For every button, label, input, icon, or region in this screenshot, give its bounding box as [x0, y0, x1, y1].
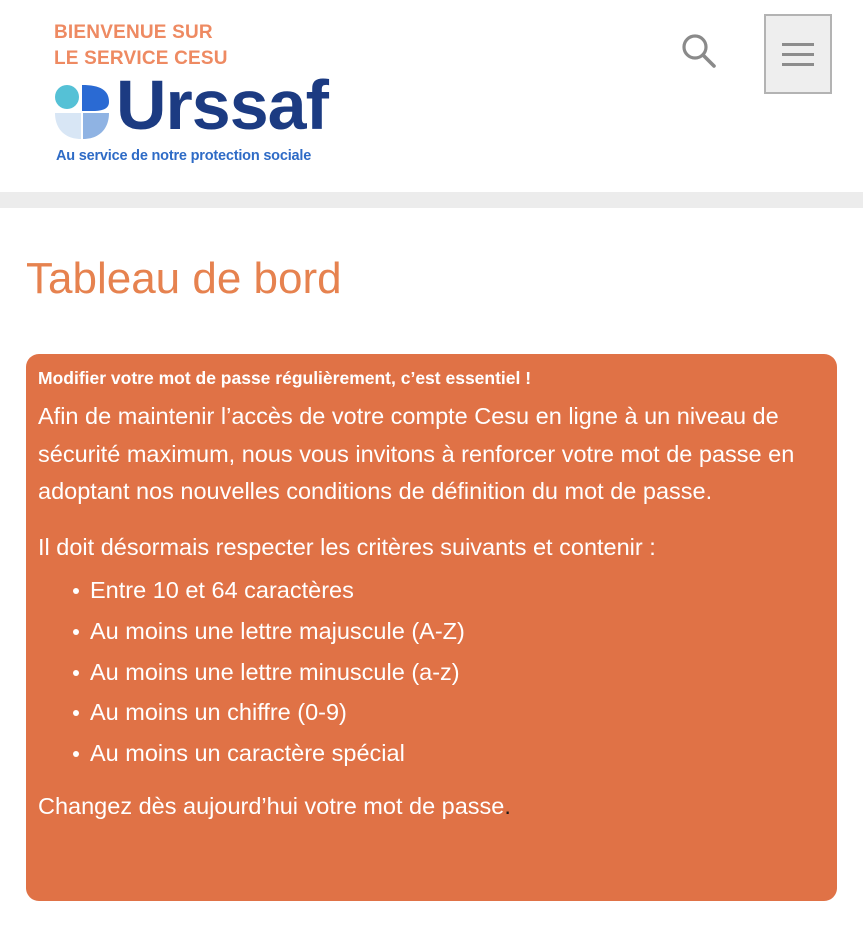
hamburger-menu-icon — [766, 16, 830, 92]
criteria-item-length: Entre 10 et 64 caractères — [90, 570, 825, 611]
search-icon — [678, 30, 718, 70]
alert-cta — [38, 788, 825, 826]
alert-title: Modifier votre mot de passe régulièrement, c’est essentiel ! — [38, 368, 532, 388]
cta-period: . — [504, 792, 511, 819]
criteria-item-special: Au moins un caractère spécial — [90, 733, 825, 774]
criteria-item-lowercase: Au moins une lettre minuscule (a-z) — [90, 652, 825, 693]
logo-wordmark: Urssaf — [116, 66, 328, 144]
urssaf-logo[interactable] — [54, 66, 364, 170]
welcome-banner — [54, 20, 228, 72]
criteria-item-digit: Au moins un chiffre (0-9) — [90, 692, 825, 733]
change-password-link[interactable]: Changez dès aujourd’hui votre mot de passe — [38, 792, 505, 819]
header-divider — [0, 192, 863, 208]
urssaf-logo-mark-icon — [54, 84, 110, 140]
search-button[interactable] — [678, 30, 718, 70]
site-header — [0, 0, 863, 192]
welcome-line-1: BIENVENUE SUR — [54, 22, 213, 43]
criteria-item-uppercase: Au moins une lettre majuscule (A-Z) — [90, 611, 825, 652]
password-alert-box — [26, 354, 837, 901]
logo-tagline: Au service de notre protection sociale — [56, 148, 312, 164]
criteria-intro: Il doit désormais respecter les critères suivants et contenir : — [38, 533, 656, 560]
alert-paragraph: Afin de maintenir l’accès de votre compte Cesu en ligne à un niveau de sécurité maximum, nous vous invitons à renforcer votre mot de passe en adoptant nos nouvelles conditions de définition du mot de passe. — [38, 403, 795, 504]
criteria-list — [38, 570, 825, 774]
menu-button[interactable] — [764, 14, 832, 94]
page-title: Tableau de bord — [26, 254, 342, 303]
welcome-line-2: LE SERVICE CESU — [54, 48, 228, 69]
